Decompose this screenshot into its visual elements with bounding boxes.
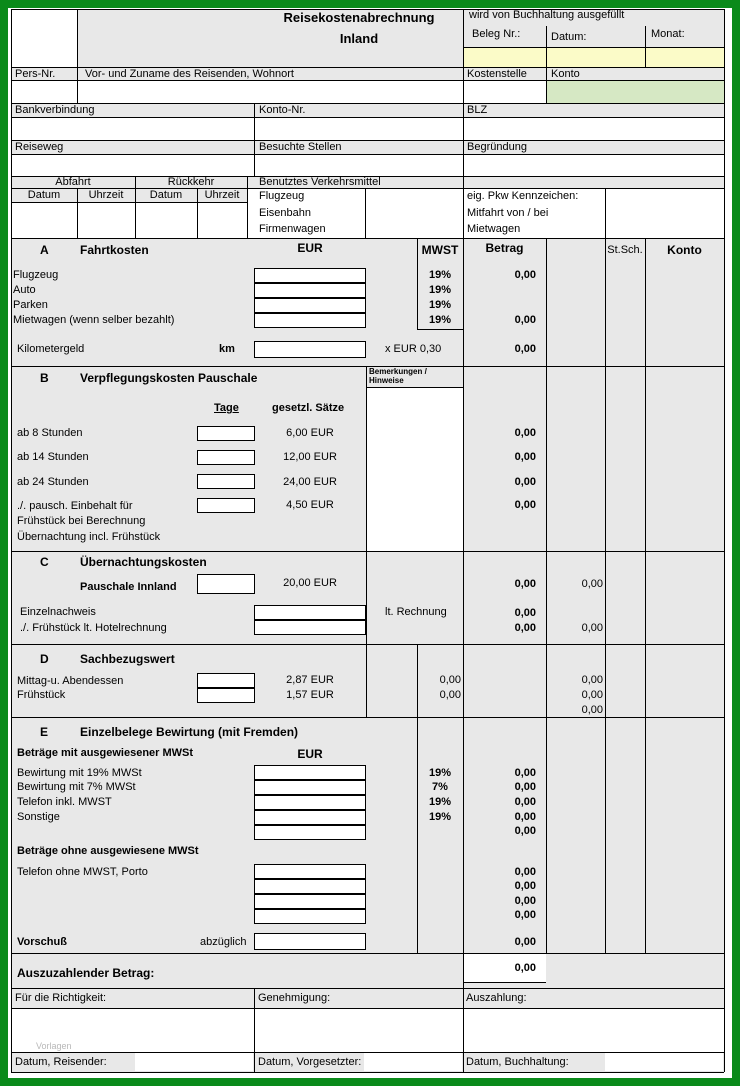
vorschuss-input[interactable] bbox=[254, 933, 366, 950]
buchhaltung-note: wird von Buchhaltung ausgefüllt bbox=[469, 9, 625, 21]
besuchte-label: Besuchte Stellen bbox=[259, 141, 342, 153]
grid-line bbox=[366, 644, 367, 717]
section-c-title: Übernachtungskosten bbox=[80, 555, 207, 569]
row-betrag: 0,00 bbox=[514, 427, 536, 439]
pauschale-betrag: 0,00 bbox=[514, 578, 536, 590]
ohne-mwst-input-4[interactable] bbox=[254, 909, 366, 924]
datum-label: Datum: bbox=[551, 31, 587, 43]
grid-line bbox=[11, 9, 12, 1072]
kostenstelle-label: Kostenstelle bbox=[467, 68, 527, 80]
total-label: Auszuzahlender Betrag: bbox=[17, 966, 155, 980]
einbehalt-line3: Übernachtung incl. Frühstück bbox=[17, 531, 161, 543]
extra-mwst-input[interactable] bbox=[254, 825, 366, 840]
beleg-datum-monat-fields[interactable] bbox=[463, 47, 724, 67]
section-c-letter: C bbox=[40, 555, 49, 569]
datum-buchhaltung-label: Datum, Buchhaltung: bbox=[466, 1056, 569, 1068]
grid-line bbox=[11, 1052, 724, 1053]
row-satz: 4,50 EUR bbox=[286, 499, 334, 511]
genehmigung-label: Genehmigung: bbox=[258, 992, 331, 1004]
row-mwst: 19% bbox=[428, 314, 452, 326]
grid-line bbox=[11, 953, 724, 954]
datum-vorgesetzter-label: Datum, Vorgesetzter: bbox=[258, 1056, 362, 1068]
pauschale-col2: 0,00 bbox=[581, 578, 603, 590]
row-betrag: 0,00 bbox=[514, 880, 536, 892]
row-label: Telefon ohne MWST, Porto bbox=[17, 866, 148, 878]
section-b-title: Verpflegungskosten Pauschale bbox=[80, 371, 258, 385]
grid-line bbox=[11, 644, 724, 645]
einbehalt-line2: Frühstück bei Berechnung bbox=[17, 515, 146, 527]
richtigkeit-label: Für die Richtigkeit: bbox=[15, 992, 107, 1004]
kilometergeld-label: Kilometergeld bbox=[17, 343, 85, 355]
row-label: Mietwagen (wenn selber bezahlt) bbox=[13, 314, 175, 326]
row-col2: 0,00 bbox=[581, 689, 603, 701]
einzelnachweis-label: Einzelnachweis bbox=[20, 606, 96, 618]
section-a-title: Fahrtkosten bbox=[80, 243, 149, 257]
firmenwagen-option[interactable]: Firmenwagen bbox=[259, 223, 326, 235]
section-a-betrag: Betrag bbox=[485, 241, 524, 255]
grid-line bbox=[11, 103, 724, 104]
row-mwst: 19% bbox=[428, 299, 452, 311]
hotel-fruehstueck-input[interactable] bbox=[254, 620, 366, 635]
konto-field[interactable] bbox=[546, 80, 724, 103]
grid-line bbox=[11, 238, 724, 239]
bemerkungen-label: Bemerkungen / bbox=[369, 367, 427, 376]
grid-line bbox=[724, 9, 725, 1072]
ohne-mwst-subtitle: Beträge ohne ausgewiesene MWSt bbox=[17, 845, 199, 857]
datum-vorgesetzter-field[interactable] bbox=[364, 1053, 462, 1071]
row-mwst: 19% bbox=[428, 284, 452, 296]
rueckkehr-label: Rückkehr bbox=[167, 176, 215, 188]
km-unit: km bbox=[219, 343, 235, 355]
pkw-option[interactable]: eig. Pkw Kennzeichen: bbox=[467, 190, 579, 202]
datum-reisender-label: Datum, Reisender: bbox=[15, 1056, 107, 1068]
pauschale-label: Pauschale Innland bbox=[80, 581, 177, 593]
genehmigung-signature-field[interactable] bbox=[255, 1009, 462, 1051]
section-a-mwst: MWST bbox=[421, 243, 459, 257]
grid-line bbox=[11, 551, 724, 552]
grid-line bbox=[546, 26, 547, 103]
auszahlung-signature-field[interactable] bbox=[464, 1009, 723, 1051]
row-betrag: 0,00 bbox=[514, 811, 536, 823]
hinweise-label: Hinweise bbox=[369, 376, 404, 385]
grid-line bbox=[605, 188, 606, 238]
row-betrag: 0,00 bbox=[514, 909, 536, 921]
tage-24h-input[interactable] bbox=[197, 474, 255, 489]
grid-line bbox=[11, 140, 724, 141]
flugzeug-option[interactable]: Flugzeug bbox=[259, 190, 305, 202]
row-betrag: 0,00 bbox=[514, 781, 536, 793]
abfahrt-uhrzeit-label: Uhrzeit bbox=[88, 189, 124, 201]
tage-8h-input[interactable] bbox=[197, 426, 255, 441]
row-betrag: 0,00 bbox=[514, 895, 536, 907]
grid-line bbox=[546, 238, 547, 953]
row-col2: 0,00 bbox=[581, 674, 603, 686]
grid-line bbox=[605, 238, 606, 953]
row-label: Auto bbox=[13, 284, 36, 296]
fahrtkosten-auto-input[interactable] bbox=[254, 283, 366, 298]
row-betrag: 0,00 bbox=[514, 499, 536, 511]
mitfahrt-option[interactable]: Mitfahrt von / bei bbox=[467, 207, 549, 219]
section-b-letter: B bbox=[40, 371, 49, 385]
grid-line bbox=[77, 9, 78, 67]
row-label: Flugzeug bbox=[13, 269, 59, 281]
rechnung-label: lt. Rechnung bbox=[385, 606, 447, 618]
grid-line bbox=[11, 366, 724, 367]
row-mid: 0,00 bbox=[439, 674, 461, 686]
telefon-ohne-mwst-input[interactable] bbox=[254, 864, 366, 879]
bemerkungen-field[interactable] bbox=[366, 387, 463, 552]
grid-line bbox=[11, 1072, 724, 1073]
km-rate: x EUR 0,30 bbox=[385, 343, 442, 355]
row-mwst: 19% bbox=[428, 767, 452, 779]
form-subtitle: Inland bbox=[339, 31, 379, 46]
row-mwst: 7% bbox=[432, 781, 448, 793]
form-title: Reisekostenabrechnung bbox=[283, 10, 435, 25]
begruendung-label: Begründung bbox=[467, 141, 527, 153]
watermark: Vorlagen bbox=[36, 1041, 72, 1051]
section-e-letter: E bbox=[40, 725, 49, 739]
grid-line bbox=[463, 982, 546, 983]
tage-14h-input[interactable] bbox=[197, 450, 255, 465]
eisenbahn-option[interactable]: Eisenbahn bbox=[259, 207, 311, 219]
section-a-stsch: St.Sch. bbox=[607, 244, 643, 256]
datum-buchhaltung-field[interactable] bbox=[605, 1053, 723, 1071]
vorschuss-betrag: 0,00 bbox=[514, 936, 536, 948]
grid-line bbox=[11, 117, 724, 118]
grid-line bbox=[11, 988, 724, 989]
rueckkehr-datum-label: Datum bbox=[149, 189, 183, 201]
grid-line bbox=[11, 202, 247, 203]
total-value: 0,00 bbox=[514, 962, 536, 974]
row-satz: 6,00 EUR bbox=[286, 427, 334, 439]
fahrtkosten-mietwagen-input[interactable] bbox=[254, 313, 366, 328]
row-mwst: 19% bbox=[428, 796, 452, 808]
sachbezug-fruehstueck-input[interactable] bbox=[197, 688, 255, 703]
section-d-letter: D bbox=[40, 652, 49, 666]
kilometer-input[interactable] bbox=[254, 341, 366, 358]
konto-label: Konto bbox=[551, 68, 580, 80]
hotel-fruehstueck-label: ./. Frühstück lt. Hotelrechnung bbox=[20, 622, 167, 634]
row-satz: 12,00 EUR bbox=[283, 451, 337, 463]
sachbezug-total: 0,00 bbox=[581, 704, 603, 716]
grid-line bbox=[247, 176, 248, 238]
monat-label: Monat: bbox=[651, 28, 685, 40]
beleg-label: Beleg Nr.: bbox=[472, 28, 521, 40]
mit-mwst-subtitle: Beträge mit ausgewiesener MWSt bbox=[17, 747, 194, 759]
ohne-mwst-input-2[interactable] bbox=[254, 879, 366, 894]
blz-label: BLZ bbox=[467, 104, 488, 116]
row-betrag: 0,00 bbox=[514, 767, 536, 779]
section-a-eur: EUR bbox=[297, 241, 323, 255]
route-label-row bbox=[11, 140, 724, 154]
km-betrag: 0,00 bbox=[514, 343, 536, 355]
row-label: Frühstück bbox=[17, 689, 66, 701]
einzelnachweis-input[interactable] bbox=[254, 605, 366, 620]
hotel-fruehstueck-col2: 0,00 bbox=[581, 622, 603, 634]
row-label: Bewirtung mit 19% MWSt bbox=[17, 767, 142, 779]
datum-reisender-field[interactable] bbox=[135, 1053, 253, 1071]
row-label: Sonstige bbox=[17, 811, 60, 823]
row-label: ab 8 Stunden bbox=[17, 427, 83, 439]
grid-line bbox=[366, 387, 463, 388]
row-label: Parken bbox=[13, 299, 48, 311]
section-a-letter: A bbox=[40, 243, 49, 257]
sonstige-input[interactable] bbox=[254, 810, 366, 825]
grid-line bbox=[365, 188, 366, 238]
bewirtung-7-input[interactable] bbox=[254, 780, 366, 795]
grid-line bbox=[417, 329, 463, 330]
row-label: Mittag-u. Abendessen bbox=[17, 675, 124, 687]
row-betrag: 0,00 bbox=[514, 269, 536, 281]
grid-line bbox=[463, 47, 724, 48]
vorschuss-label: Vorschuß bbox=[17, 936, 67, 948]
abfahrt-label: Abfahrt bbox=[55, 176, 91, 188]
grid-line bbox=[11, 154, 724, 155]
uebernachtung-pauschale-input[interactable] bbox=[197, 574, 255, 594]
row-label: ab 14 Stunden bbox=[17, 451, 89, 463]
row-mwst: 19% bbox=[428, 811, 452, 823]
sachbezug-mittag-input[interactable] bbox=[197, 673, 255, 688]
abfahrt-datum-label: Datum bbox=[27, 189, 61, 201]
bewirtung-19-input[interactable] bbox=[254, 765, 366, 780]
fahrtkosten-parken-input[interactable] bbox=[254, 298, 366, 313]
row-label: Telefon inkl. MWST bbox=[17, 796, 112, 808]
row-label: ab 24 Stunden bbox=[17, 476, 89, 488]
section-e-eur: EUR bbox=[297, 747, 323, 761]
grid-line bbox=[11, 717, 724, 718]
bank-label: Bankverbindung bbox=[15, 104, 95, 116]
section-a-konto: Konto bbox=[667, 243, 702, 257]
row-satz: 2,87 EUR bbox=[286, 674, 334, 686]
signature-label-row bbox=[11, 988, 724, 1008]
pauschale-satz: 20,00 EUR bbox=[283, 577, 337, 589]
mietwagen-option[interactable]: Mietwagen bbox=[467, 223, 521, 235]
row-label: Bewirtung mit 7% MWSt bbox=[17, 781, 136, 793]
fahrtkosten-flugzeug-input[interactable] bbox=[254, 268, 366, 283]
pers-nr-label: Pers-Nr. bbox=[15, 68, 56, 80]
abzueglich-label: abzüglich bbox=[200, 936, 247, 948]
grid-line bbox=[366, 366, 367, 644]
row-betrag: 0,00 bbox=[514, 796, 536, 808]
auszahlung-label: Auszahlung: bbox=[466, 992, 527, 1004]
row-betrag: 0,00 bbox=[514, 451, 536, 463]
grid-line bbox=[645, 238, 646, 953]
tage-einbehalt-input[interactable] bbox=[197, 498, 255, 513]
hotel-fruehstueck-betrag: 0,00 bbox=[514, 622, 536, 634]
row-mwst: 19% bbox=[428, 269, 452, 281]
ohne-mwst-input-3[interactable] bbox=[254, 894, 366, 909]
row-mid: 0,00 bbox=[439, 689, 461, 701]
row-label: ./. pausch. Einbehalt für bbox=[17, 500, 133, 512]
row-betrag: 0,00 bbox=[514, 866, 536, 878]
row-satz: 1,57 EUR bbox=[286, 689, 334, 701]
row-satz: 24,00 EUR bbox=[283, 476, 337, 488]
section-e-title: Einzelbelege Bewirtung (mit Fremden) bbox=[80, 725, 299, 739]
reiseweg-label: Reiseweg bbox=[15, 141, 64, 153]
telefon-mwst-input[interactable] bbox=[254, 795, 366, 810]
bank-label-row bbox=[11, 103, 724, 117]
name-label: Vor- und Zuname des Reisenden, Wohnort bbox=[85, 68, 294, 80]
rueckkehr-uhrzeit-label: Uhrzeit bbox=[204, 189, 240, 201]
saetze-header: gesetzl. Sätze bbox=[272, 402, 345, 414]
tage-header: Tage bbox=[214, 402, 239, 414]
konto-nr-label: Konto-Nr. bbox=[259, 104, 306, 116]
row-betrag: 0,00 bbox=[514, 476, 536, 488]
einzelnachweis-betrag: 0,00 bbox=[514, 607, 536, 619]
row-betrag: 0,00 bbox=[514, 314, 536, 326]
row-betrag: 0,00 bbox=[514, 825, 536, 837]
section-d-title: Sachbezugswert bbox=[80, 652, 175, 666]
verkehrsmittel-label: Benutztes Verkehrsmittel bbox=[259, 176, 381, 188]
grid-line bbox=[77, 67, 78, 103]
